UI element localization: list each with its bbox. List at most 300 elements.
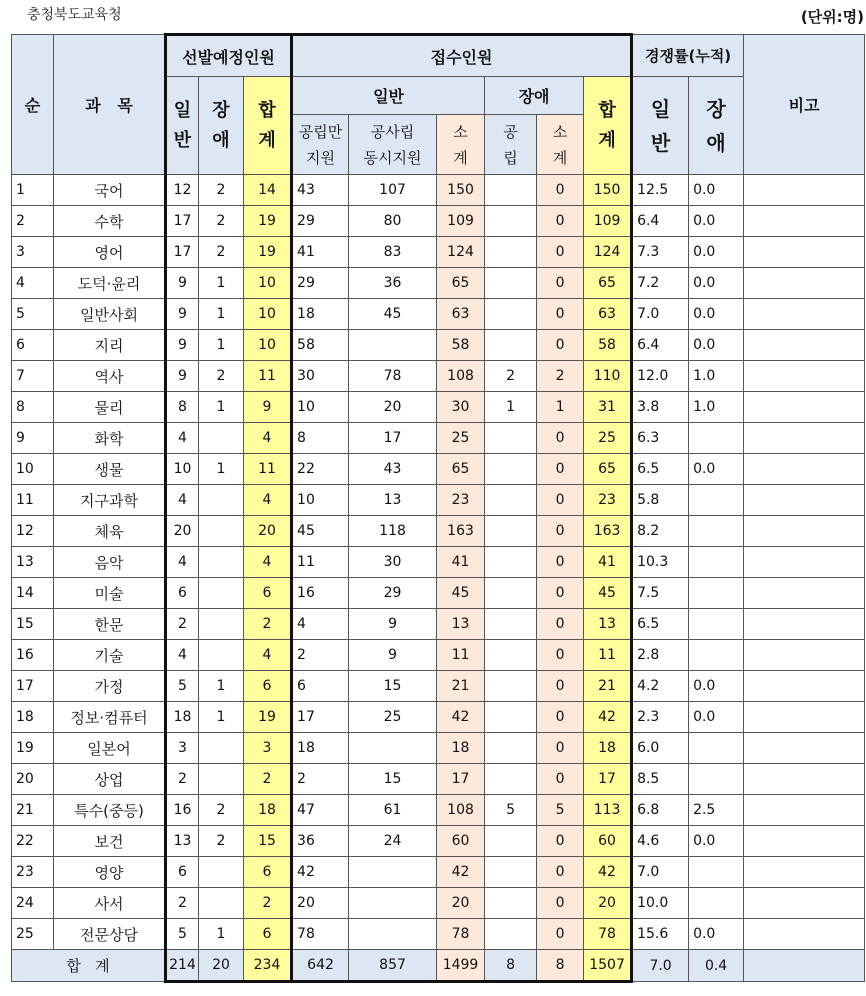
cell-no: 14 bbox=[12, 578, 54, 609]
cell-ratio-disabled: 0.0 bbox=[689, 330, 744, 361]
cell-received-total: 23 bbox=[584, 485, 632, 516]
cell-general-subtotal: 65 bbox=[437, 268, 485, 299]
cell-note bbox=[744, 764, 865, 795]
cell-received-total: 60 bbox=[584, 826, 632, 857]
table-row bbox=[12, 237, 865, 268]
cell-note bbox=[744, 454, 865, 485]
cell-public-private: 15 bbox=[349, 764, 437, 795]
cell-public-private: 118 bbox=[349, 516, 437, 547]
cell-public-only: 4 bbox=[292, 609, 349, 640]
cell-disabled-subtotal: 0 bbox=[537, 640, 584, 671]
cell-public-only: 2 bbox=[292, 640, 349, 671]
cell-note bbox=[744, 795, 865, 826]
table-row bbox=[12, 516, 865, 547]
cell-planned-general: 2 bbox=[166, 609, 199, 640]
cell-general-subtotal: 150 bbox=[437, 175, 485, 206]
cell-no: 21 bbox=[12, 795, 54, 826]
cell-general-subtotal: 21 bbox=[437, 671, 485, 702]
cell-general-subtotal: 124 bbox=[437, 237, 485, 268]
cell-general-subtotal: 17 bbox=[437, 764, 485, 795]
table-row bbox=[12, 919, 865, 950]
header-planned: 선발예정인원 bbox=[166, 35, 292, 77]
cell-public-only: 16 bbox=[292, 578, 349, 609]
cell-planned-total: 10 bbox=[244, 268, 292, 299]
cell-ratio-disabled: 1.0 bbox=[689, 392, 744, 423]
cell-planned-total: 4 bbox=[244, 547, 292, 578]
cell-disabled-public bbox=[485, 299, 537, 330]
cell-disabled-public: 1 bbox=[485, 392, 537, 423]
cell-no: 2 bbox=[12, 206, 54, 237]
cell-received-total: 65 bbox=[584, 454, 632, 485]
cell-public-private: 20 bbox=[349, 392, 437, 423]
table-row bbox=[12, 361, 865, 392]
cell-public-private: 61 bbox=[349, 795, 437, 826]
cell-disabled-public bbox=[485, 764, 537, 795]
cell-disabled-public bbox=[485, 454, 537, 485]
cell-planned-general: 4 bbox=[166, 640, 199, 671]
cell-planned-general: 20 bbox=[166, 516, 199, 547]
cell-ratio-disabled: 0.0 bbox=[689, 454, 744, 485]
cell-public-private: 15 bbox=[349, 671, 437, 702]
cell-planned-total: 4 bbox=[244, 640, 292, 671]
table-row bbox=[12, 888, 865, 919]
cell-general-subtotal: 41 bbox=[437, 547, 485, 578]
cell-planned-general: 6 bbox=[166, 857, 199, 888]
cell-note bbox=[744, 671, 865, 702]
cell-public-private: 13 bbox=[349, 485, 437, 516]
header-received-total: 합 계 bbox=[584, 77, 632, 175]
table-row bbox=[12, 640, 865, 671]
cell-public-private: 25 bbox=[349, 702, 437, 733]
cell-public-only: 11 bbox=[292, 547, 349, 578]
cell-planned-total: 14 bbox=[244, 175, 292, 206]
header-public-only: 공립만 지원 bbox=[292, 115, 349, 175]
cell-public-only: 29 bbox=[292, 206, 349, 237]
cell-public-private: 17 bbox=[349, 423, 437, 454]
cell-ratio-general: 6.3 bbox=[632, 423, 689, 454]
cell-ratio-disabled bbox=[689, 857, 744, 888]
cell-subject: 물리 bbox=[54, 392, 166, 423]
cell-public-private: 83 bbox=[349, 237, 437, 268]
total-label: 합 계 bbox=[12, 950, 166, 982]
cell-public-only: 22 bbox=[292, 454, 349, 485]
cell-ratio-general: 8.5 bbox=[632, 764, 689, 795]
cell-planned-total: 6 bbox=[244, 671, 292, 702]
cell-public-only: 10 bbox=[292, 392, 349, 423]
cell-ratio-general: 4.6 bbox=[632, 826, 689, 857]
cell-planned-disabled: 2 bbox=[199, 795, 244, 826]
cell-ratio-disabled: 0.0 bbox=[689, 206, 744, 237]
table-row bbox=[12, 857, 865, 888]
cell-received-total: 45 bbox=[584, 578, 632, 609]
cell-planned-disabled: 2 bbox=[199, 237, 244, 268]
cell-disabled-public bbox=[485, 485, 537, 516]
cell-ratio-disabled: 0.0 bbox=[689, 237, 744, 268]
total-public-only: 642 bbox=[292, 950, 349, 982]
cell-subject: 기술 bbox=[54, 640, 166, 671]
header-public-private: 공사립 동시지원 bbox=[349, 115, 437, 175]
cell-subject: 수학 bbox=[54, 206, 166, 237]
cell-disabled-public bbox=[485, 547, 537, 578]
cell-ratio-disabled: 0.0 bbox=[689, 671, 744, 702]
header-disabled-public: 공 립 bbox=[485, 115, 537, 175]
cell-received-total: 17 bbox=[584, 764, 632, 795]
cell-subject: 보건 bbox=[54, 826, 166, 857]
table-row bbox=[12, 423, 865, 454]
cell-disabled-subtotal: 0 bbox=[537, 826, 584, 857]
cell-public-only: 30 bbox=[292, 361, 349, 392]
cell-note bbox=[744, 237, 865, 268]
cell-no: 11 bbox=[12, 485, 54, 516]
cell-planned-total: 6 bbox=[244, 578, 292, 609]
cell-public-private: 43 bbox=[349, 454, 437, 485]
cell-public-only: 18 bbox=[292, 733, 349, 764]
cell-public-only: 42 bbox=[292, 857, 349, 888]
cell-planned-general: 17 bbox=[166, 237, 199, 268]
cell-public-only: 17 bbox=[292, 702, 349, 733]
total-planned-disabled: 20 bbox=[199, 950, 244, 982]
cell-disabled-public bbox=[485, 857, 537, 888]
cell-ratio-general: 7.3 bbox=[632, 237, 689, 268]
cell-ratio-general: 6.4 bbox=[632, 330, 689, 361]
cell-ratio-general: 6.5 bbox=[632, 454, 689, 485]
cell-planned-total: 3 bbox=[244, 733, 292, 764]
cell-received-total: 163 bbox=[584, 516, 632, 547]
cell-received-total: 21 bbox=[584, 671, 632, 702]
cell-general-subtotal: 63 bbox=[437, 299, 485, 330]
cell-planned-general: 9 bbox=[166, 361, 199, 392]
cell-public-private: 80 bbox=[349, 206, 437, 237]
cell-public-private: 36 bbox=[349, 268, 437, 299]
cell-public-only: 8 bbox=[292, 423, 349, 454]
cell-planned-disabled bbox=[199, 423, 244, 454]
cell-general-subtotal: 78 bbox=[437, 919, 485, 950]
cell-no: 6 bbox=[12, 330, 54, 361]
cell-no: 1 bbox=[12, 175, 54, 206]
cell-ratio-disabled bbox=[689, 578, 744, 609]
table-row bbox=[12, 485, 865, 516]
cell-planned-total: 19 bbox=[244, 206, 292, 237]
cell-no: 22 bbox=[12, 826, 54, 857]
cell-general-subtotal: 45 bbox=[437, 578, 485, 609]
cell-received-total: 63 bbox=[584, 299, 632, 330]
cell-ratio-general: 6.4 bbox=[632, 206, 689, 237]
cell-ratio-disabled bbox=[689, 423, 744, 454]
table-row bbox=[12, 671, 865, 702]
total-public-private: 857 bbox=[349, 950, 437, 982]
cell-subject: 사서 bbox=[54, 888, 166, 919]
cell-disabled-subtotal: 0 bbox=[537, 733, 584, 764]
cell-received-total: 58 bbox=[584, 330, 632, 361]
cell-general-subtotal: 23 bbox=[437, 485, 485, 516]
cell-planned-total: 2 bbox=[244, 764, 292, 795]
header-planned-disabled: 장 애 bbox=[199, 77, 244, 175]
total-disabled-public: 8 bbox=[485, 950, 537, 982]
cell-planned-general: 4 bbox=[166, 485, 199, 516]
cell-ratio-disabled bbox=[689, 640, 744, 671]
cell-planned-disabled bbox=[199, 888, 244, 919]
cell-planned-disabled: 2 bbox=[199, 361, 244, 392]
header-general: 일반 bbox=[292, 77, 485, 115]
cell-general-subtotal: 25 bbox=[437, 423, 485, 454]
cell-ratio-disabled: 2.5 bbox=[689, 795, 744, 826]
cell-received-total: 31 bbox=[584, 392, 632, 423]
cell-planned-general: 5 bbox=[166, 671, 199, 702]
cell-planned-general: 6 bbox=[166, 578, 199, 609]
cell-disabled-subtotal: 0 bbox=[537, 857, 584, 888]
cell-subject: 전문상담 bbox=[54, 919, 166, 950]
table-row bbox=[12, 547, 865, 578]
cell-no: 18 bbox=[12, 702, 54, 733]
cell-disabled-public bbox=[485, 175, 537, 206]
table-row bbox=[12, 795, 865, 826]
cell-received-total: 42 bbox=[584, 702, 632, 733]
cell-no: 17 bbox=[12, 671, 54, 702]
cell-disabled-subtotal: 0 bbox=[537, 454, 584, 485]
cell-general-subtotal: 60 bbox=[437, 826, 485, 857]
cell-public-private bbox=[349, 733, 437, 764]
cell-planned-general: 5 bbox=[166, 919, 199, 950]
cell-ratio-general: 2.3 bbox=[632, 702, 689, 733]
cell-disabled-public bbox=[485, 733, 537, 764]
cell-disabled-subtotal: 0 bbox=[537, 671, 584, 702]
total-row bbox=[12, 950, 865, 982]
cell-no: 7 bbox=[12, 361, 54, 392]
cell-note bbox=[744, 175, 865, 206]
table-row bbox=[12, 268, 865, 299]
cell-planned-total: 10 bbox=[244, 330, 292, 361]
cell-received-total: 11 bbox=[584, 640, 632, 671]
cell-disabled-public bbox=[485, 516, 537, 547]
cell-disabled-public bbox=[485, 206, 537, 237]
total-general-subtotal: 1499 bbox=[437, 950, 485, 982]
cell-public-only: 78 bbox=[292, 919, 349, 950]
cell-note bbox=[744, 888, 865, 919]
cell-no: 9 bbox=[12, 423, 54, 454]
header-disabled: 장애 bbox=[485, 77, 584, 115]
cell-subject: 일반사회 bbox=[54, 299, 166, 330]
cell-subject: 도덕·윤리 bbox=[54, 268, 166, 299]
cell-planned-disabled bbox=[199, 609, 244, 640]
cell-ratio-general: 3.8 bbox=[632, 392, 689, 423]
cell-general-subtotal: 20 bbox=[437, 888, 485, 919]
cell-received-total: 110 bbox=[584, 361, 632, 392]
total-note bbox=[744, 950, 865, 982]
cell-planned-disabled: 2 bbox=[199, 175, 244, 206]
cell-planned-general: 10 bbox=[166, 454, 199, 485]
cell-public-only: 18 bbox=[292, 299, 349, 330]
unit-label: (단위:명) bbox=[800, 8, 864, 26]
cell-disabled-subtotal: 0 bbox=[537, 175, 584, 206]
cell-no: 8 bbox=[12, 392, 54, 423]
cell-public-only: 43 bbox=[292, 175, 349, 206]
cell-planned-general: 9 bbox=[166, 299, 199, 330]
cell-ratio-disabled: 0.0 bbox=[689, 826, 744, 857]
cell-note bbox=[744, 423, 865, 454]
cell-disabled-subtotal: 0 bbox=[537, 485, 584, 516]
cell-disabled-subtotal: 0 bbox=[537, 237, 584, 268]
cell-received-total: 113 bbox=[584, 795, 632, 826]
cell-disabled-public bbox=[485, 702, 537, 733]
cell-public-only: 29 bbox=[292, 268, 349, 299]
cell-general-subtotal: 109 bbox=[437, 206, 485, 237]
cell-subject: 국어 bbox=[54, 175, 166, 206]
cell-ratio-general: 7.5 bbox=[632, 578, 689, 609]
cell-planned-disabled: 1 bbox=[199, 330, 244, 361]
cell-planned-total: 2 bbox=[244, 888, 292, 919]
total-disabled-subtotal: 8 bbox=[537, 950, 584, 982]
cell-disabled-subtotal: 1 bbox=[537, 392, 584, 423]
cell-general-subtotal: 18 bbox=[437, 733, 485, 764]
cell-received-total: 20 bbox=[584, 888, 632, 919]
cell-general-subtotal: 58 bbox=[437, 330, 485, 361]
table-row bbox=[12, 826, 865, 857]
cell-public-only: 10 bbox=[292, 485, 349, 516]
cell-subject: 생물 bbox=[54, 454, 166, 485]
cell-note bbox=[744, 330, 865, 361]
cell-no: 20 bbox=[12, 764, 54, 795]
cell-disabled-subtotal: 5 bbox=[537, 795, 584, 826]
cell-no: 3 bbox=[12, 237, 54, 268]
cell-ratio-general: 7.2 bbox=[632, 268, 689, 299]
cell-planned-disabled bbox=[199, 547, 244, 578]
cell-disabled-public: 5 bbox=[485, 795, 537, 826]
cell-public-private bbox=[349, 919, 437, 950]
cell-received-total: 124 bbox=[584, 237, 632, 268]
cell-subject: 지구과학 bbox=[54, 485, 166, 516]
cell-subject: 체육 bbox=[54, 516, 166, 547]
total-ratio-disabled: 0.4 bbox=[689, 950, 744, 982]
cell-no: 5 bbox=[12, 299, 54, 330]
header-ratio: 경쟁률(누적) bbox=[632, 35, 744, 77]
cell-note bbox=[744, 919, 865, 950]
cell-public-private: 29 bbox=[349, 578, 437, 609]
cell-disabled-public bbox=[485, 640, 537, 671]
cell-planned-disabled: 1 bbox=[199, 268, 244, 299]
cell-ratio-general: 6.0 bbox=[632, 733, 689, 764]
cell-disabled-public bbox=[485, 919, 537, 950]
cell-ratio-disabled bbox=[689, 547, 744, 578]
cell-disabled-subtotal: 0 bbox=[537, 516, 584, 547]
cell-disabled-public bbox=[485, 609, 537, 640]
cell-received-total: 150 bbox=[584, 175, 632, 206]
cell-planned-general: 4 bbox=[166, 547, 199, 578]
cell-public-only: 58 bbox=[292, 330, 349, 361]
cell-no: 15 bbox=[12, 609, 54, 640]
cell-no: 25 bbox=[12, 919, 54, 950]
cell-disabled-subtotal: 0 bbox=[537, 547, 584, 578]
cell-ratio-general: 15.6 bbox=[632, 919, 689, 950]
cell-received-total: 13 bbox=[584, 609, 632, 640]
cell-ratio-disabled bbox=[689, 888, 744, 919]
cell-planned-disabled bbox=[199, 485, 244, 516]
cell-note bbox=[744, 392, 865, 423]
cell-note bbox=[744, 516, 865, 547]
cell-planned-disabled: 2 bbox=[199, 206, 244, 237]
cell-public-only: 36 bbox=[292, 826, 349, 857]
cell-planned-disabled: 1 bbox=[199, 671, 244, 702]
cell-ratio-general: 2.8 bbox=[632, 640, 689, 671]
cell-disabled-public bbox=[485, 423, 537, 454]
cell-no: 4 bbox=[12, 268, 54, 299]
cell-note bbox=[744, 206, 865, 237]
cell-planned-general: 12 bbox=[166, 175, 199, 206]
cell-received-total: 18 bbox=[584, 733, 632, 764]
cell-general-subtotal: 42 bbox=[437, 857, 485, 888]
cell-note bbox=[744, 826, 865, 857]
cell-note bbox=[744, 733, 865, 764]
header-received: 접수인원 bbox=[292, 35, 632, 77]
header-ratio-disabled: 장 애 bbox=[689, 77, 744, 175]
cell-public-only: 6 bbox=[292, 671, 349, 702]
cell-planned-total: 10 bbox=[244, 299, 292, 330]
total-planned-general: 214 bbox=[166, 950, 199, 982]
cell-planned-disabled bbox=[199, 764, 244, 795]
cell-public-private bbox=[349, 330, 437, 361]
cell-note bbox=[744, 702, 865, 733]
cell-public-only: 41 bbox=[292, 237, 349, 268]
cell-disabled-subtotal: 0 bbox=[537, 764, 584, 795]
cell-planned-total: 6 bbox=[244, 857, 292, 888]
cell-note bbox=[744, 640, 865, 671]
cell-disabled-subtotal: 0 bbox=[537, 206, 584, 237]
cell-public-only: 20 bbox=[292, 888, 349, 919]
cell-note bbox=[744, 268, 865, 299]
cell-disabled-subtotal: 0 bbox=[537, 578, 584, 609]
cell-subject: 영양 bbox=[54, 857, 166, 888]
cell-no: 16 bbox=[12, 640, 54, 671]
cell-note bbox=[744, 609, 865, 640]
cell-public-private: 78 bbox=[349, 361, 437, 392]
cell-disabled-public bbox=[485, 671, 537, 702]
cell-public-only: 45 bbox=[292, 516, 349, 547]
cell-no: 12 bbox=[12, 516, 54, 547]
cell-disabled-subtotal: 0 bbox=[537, 609, 584, 640]
cell-no: 24 bbox=[12, 888, 54, 919]
cell-public-only: 47 bbox=[292, 795, 349, 826]
cell-planned-total: 4 bbox=[244, 485, 292, 516]
cell-ratio-disabled bbox=[689, 764, 744, 795]
header-planned-general: 일 반 bbox=[166, 77, 199, 175]
cell-received-total: 25 bbox=[584, 423, 632, 454]
cell-disabled-public bbox=[485, 268, 537, 299]
cell-public-private bbox=[349, 857, 437, 888]
cell-ratio-general: 10.3 bbox=[632, 547, 689, 578]
cell-received-total: 109 bbox=[584, 206, 632, 237]
cell-disabled-public bbox=[485, 237, 537, 268]
cell-received-total: 78 bbox=[584, 919, 632, 950]
cell-public-private: 9 bbox=[349, 609, 437, 640]
cell-planned-general: 18 bbox=[166, 702, 199, 733]
header-planned-total: 합 계 bbox=[244, 77, 292, 175]
cell-disabled-public bbox=[485, 826, 537, 857]
cell-no: 19 bbox=[12, 733, 54, 764]
cell-planned-disabled bbox=[199, 578, 244, 609]
cell-note bbox=[744, 361, 865, 392]
cell-planned-general: 16 bbox=[166, 795, 199, 826]
cell-public-private: 30 bbox=[349, 547, 437, 578]
cell-planned-total: 2 bbox=[244, 609, 292, 640]
cell-disabled-subtotal: 0 bbox=[537, 330, 584, 361]
cell-public-private: 24 bbox=[349, 826, 437, 857]
cell-planned-total: 11 bbox=[244, 454, 292, 485]
cell-no: 23 bbox=[12, 857, 54, 888]
cell-general-subtotal: 65 bbox=[437, 454, 485, 485]
cell-general-subtotal: 163 bbox=[437, 516, 485, 547]
cell-subject: 특수(중등) bbox=[54, 795, 166, 826]
cell-general-subtotal: 11 bbox=[437, 640, 485, 671]
cell-subject: 상업 bbox=[54, 764, 166, 795]
